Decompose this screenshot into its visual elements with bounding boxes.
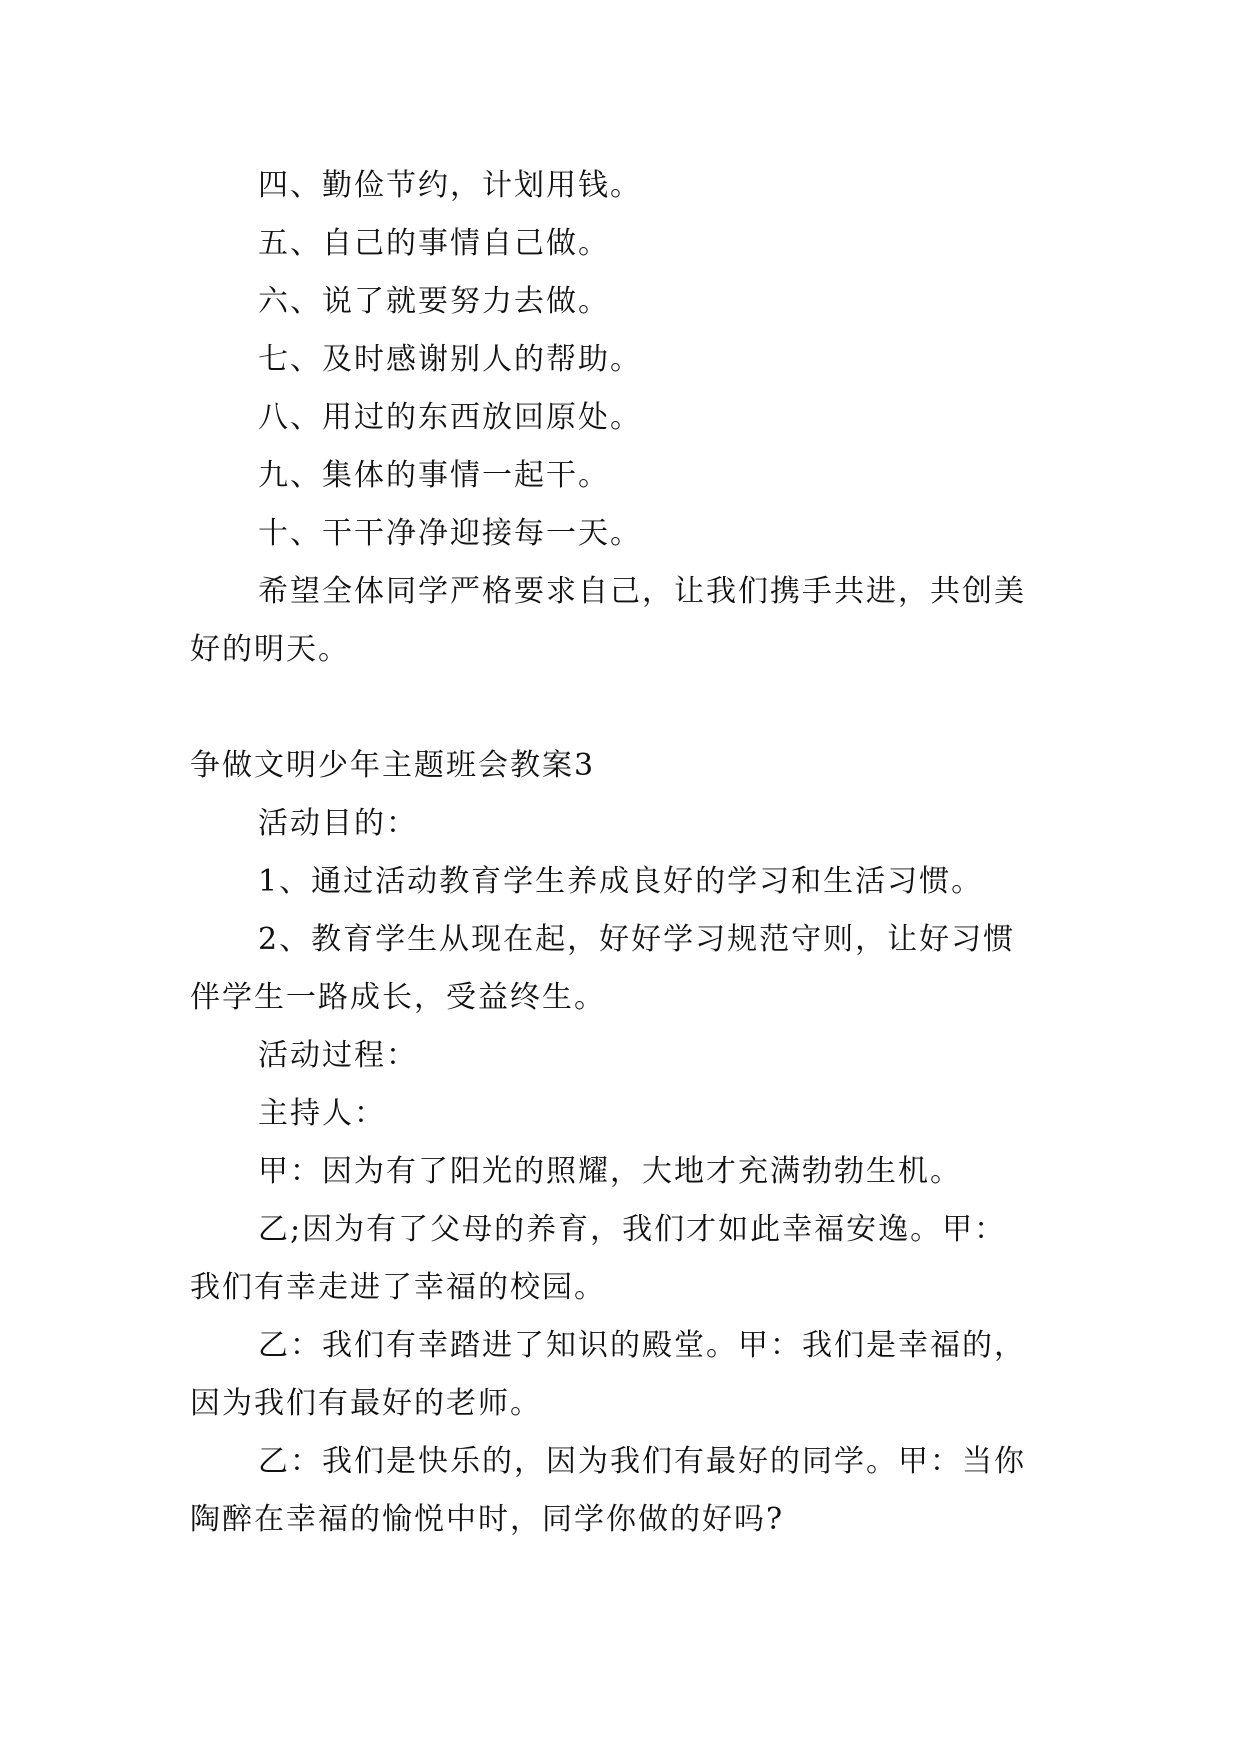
- dialogue-2-line-1: 乙;因为有了父母的养育，我们才如此幸福安逸。甲：: [258, 1212, 1007, 1247]
- rule-item-9: 九、集体的事情一起干。: [258, 458, 610, 493]
- dialogue-3-line-2: 因为我们有最好的老师。: [190, 1386, 542, 1421]
- dialogue-3-line-1: 乙：我们有幸踏进了知识的殿堂。甲：我们是幸福的，: [258, 1328, 1026, 1363]
- dialogue-4-line-2: 陶醉在幸福的愉悦中时，同学你做的好吗?: [190, 1502, 785, 1537]
- purpose-heading: 活动目的：: [258, 806, 418, 841]
- rule-item-6: 六、说了就要努力去做。: [258, 284, 610, 319]
- rule-item-8: 八、用过的东西放回原处。: [258, 400, 642, 435]
- closing-paragraph-line-1: 希望全体同学严格要求自己，让我们携手共进，共创美: [258, 574, 1026, 609]
- rule-item-10: 十、干干净净迎接每一天。: [258, 516, 642, 551]
- dialogue-1: 甲：因为有了阳光的照耀，大地才充满勃勃生机。: [258, 1154, 962, 1189]
- host-label: 主持人：: [258, 1096, 386, 1131]
- closing-paragraph-line-2: 好的明天。: [190, 632, 350, 667]
- rule-item-5: 五、自己的事情自己做。: [258, 226, 610, 261]
- rule-item-4: 四、勤俭节约，计划用钱。: [258, 168, 642, 203]
- purpose-item-2-line-2: 伴学生一路成长，受益终生。: [190, 980, 606, 1015]
- dialogue-2-line-2: 我们有幸走进了幸福的校园。: [190, 1270, 606, 1305]
- purpose-item-1: 1、通过活动教育学生养成良好的学习和生活习惯。: [258, 864, 984, 899]
- rule-item-7: 七、及时感谢别人的帮助。: [258, 342, 642, 377]
- purpose-item-2-line-1: 2、教育学生从现在起，好好学习规范守则，让好习惯: [258, 922, 1016, 957]
- dialogue-4-line-1: 乙：我们是快乐的，因为我们有最好的同学。甲：当你: [258, 1444, 1026, 1479]
- section-title: 争做文明少年主题班会教案3: [190, 748, 596, 783]
- process-heading: 活动过程：: [258, 1038, 418, 1073]
